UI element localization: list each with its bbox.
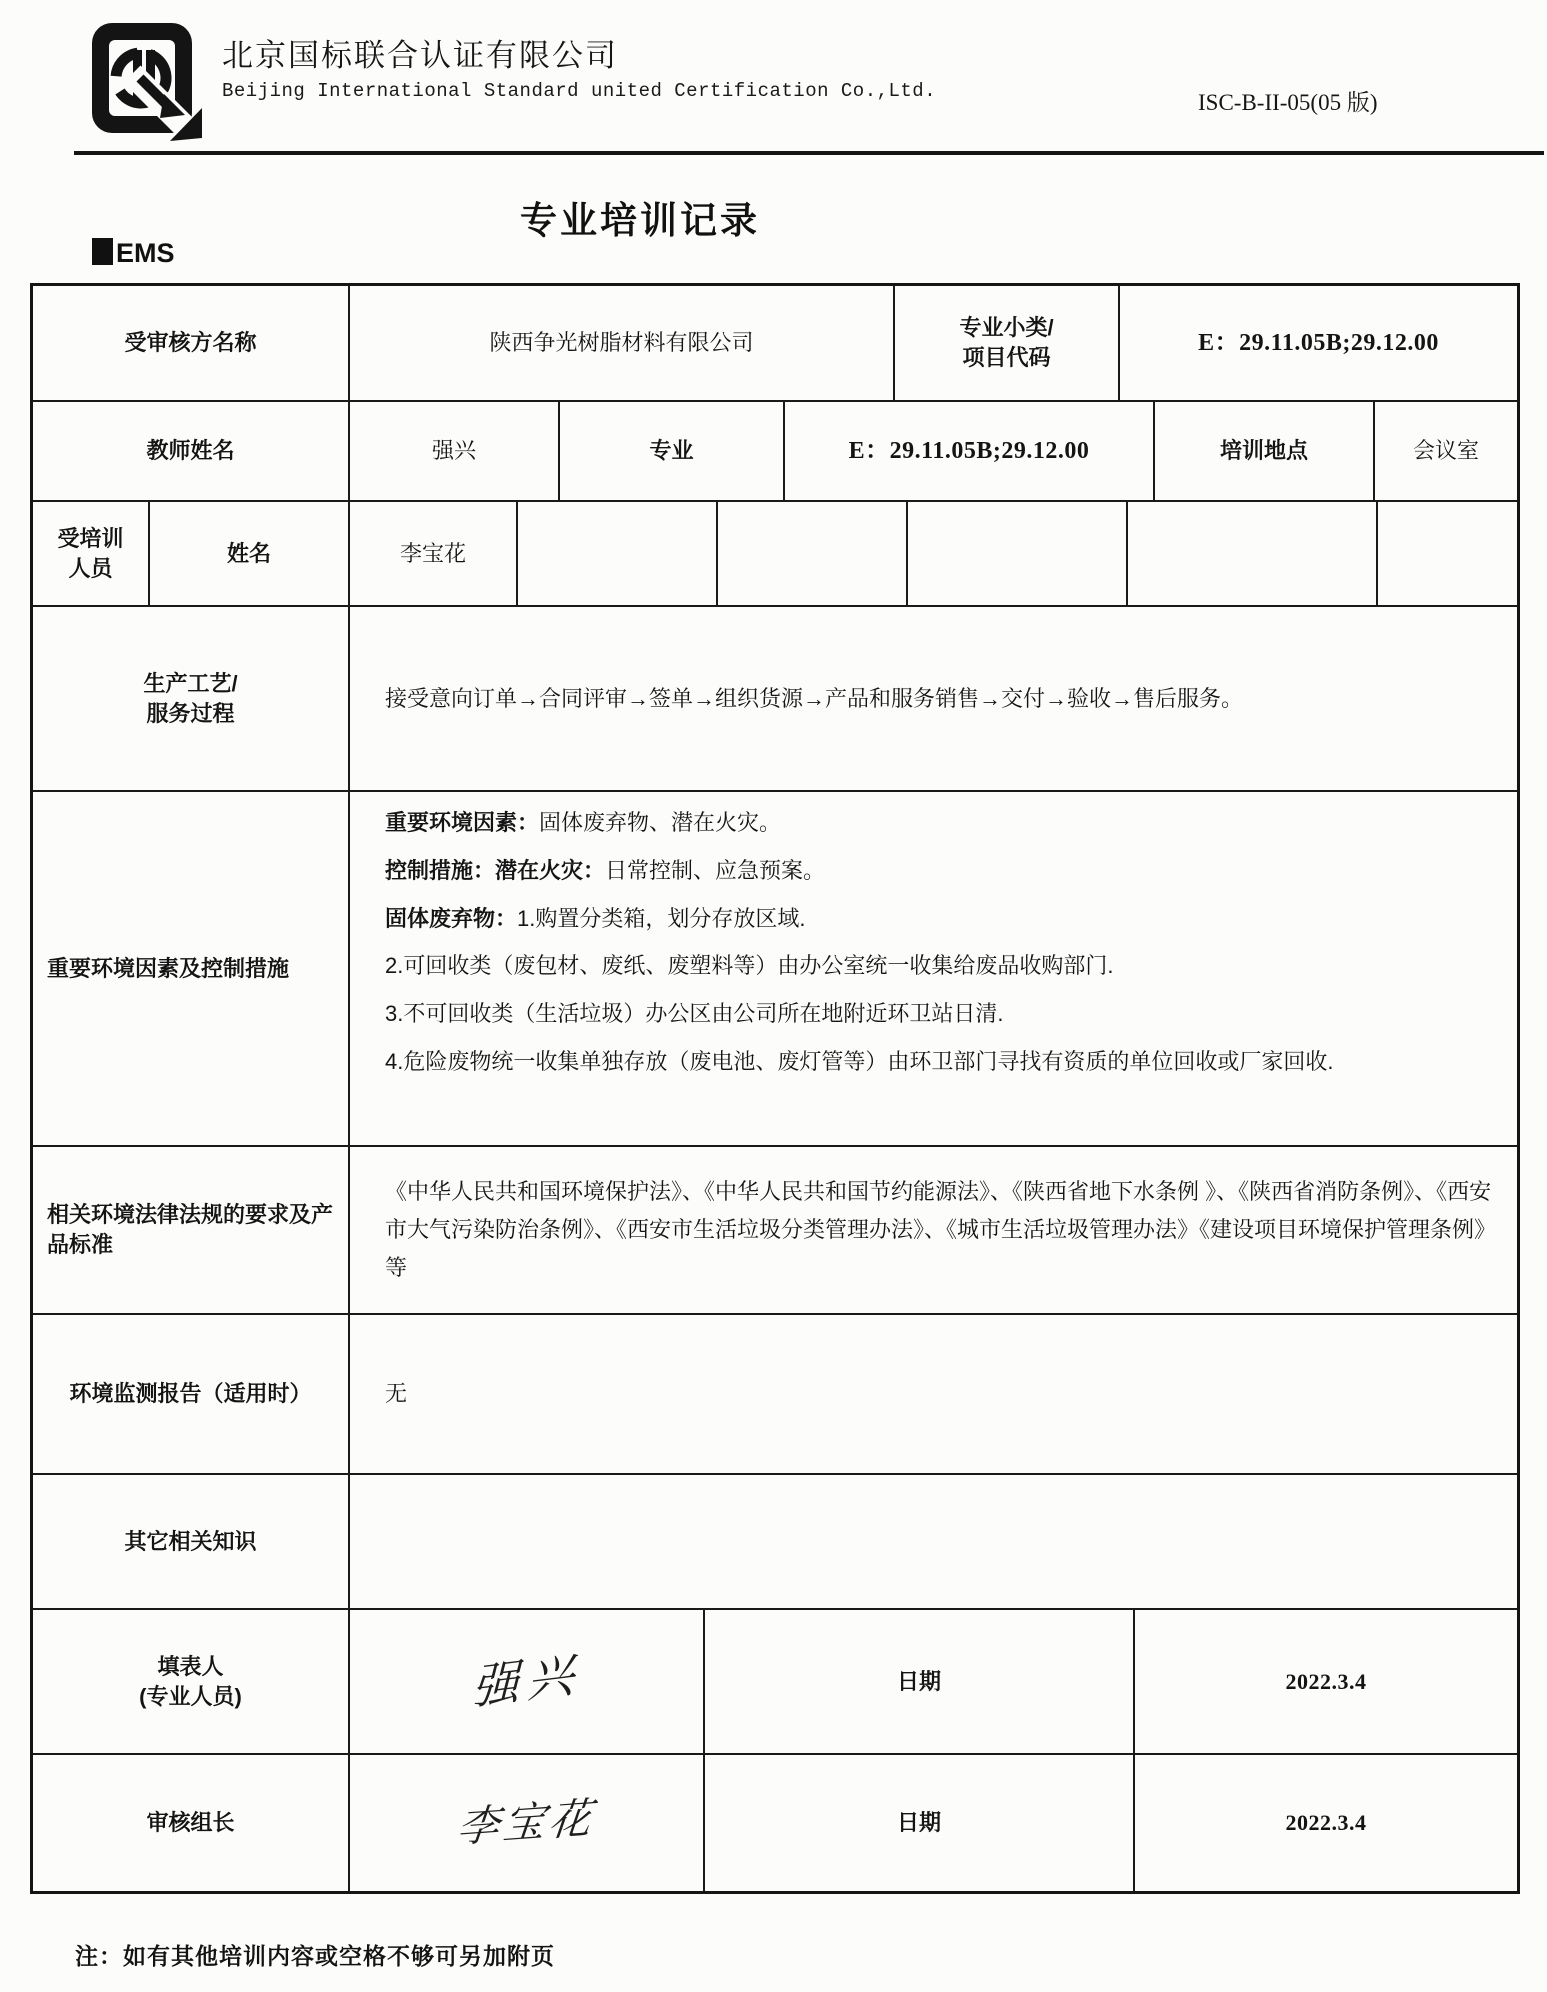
env-paragraph-1	[385, 808, 781, 839]
form-filler-label-line2: (专业人员)	[139, 1683, 242, 1709]
ems-square-marker-icon	[92, 238, 113, 265]
row-trainees	[33, 500, 1517, 605]
production-process-label-line1: 生产工艺/	[143, 670, 238, 696]
form-filler-label	[33, 1610, 348, 1753]
trainees-label-line1: 受培训	[57, 525, 124, 551]
env-paragraph-4-text: 2.可回收类（废包材、废纸、废塑料等）由办公室统一收集给废品收购部门.	[385, 953, 1114, 979]
page-title: 专业培训记录	[520, 200, 760, 241]
footnote: 注：如有其他培训内容或空格不够可另加附页	[75, 1943, 555, 1969]
row-other-knowledge	[33, 1473, 1517, 1608]
environmental-factors-label: 重要环境因素及控制措施	[47, 955, 290, 981]
laws-regulations-value: 《中华人民共和国环境保护法》、《中华人民共和国节约能源法》、《陕西省地下水条例 》、《陕西省消防条例》、《西安市大气污染防治条例》、《西安市生活垃圾分类管理办法》、《城市生活垃圾管理办法》《建设项目环境保护管理条例》等	[348, 1147, 1517, 1313]
document-code: ISC-B-II-05(05 版)	[1198, 90, 1378, 115]
specialty-label: 专业	[558, 402, 783, 500]
training-record-table	[30, 283, 1520, 1894]
env-paragraph-5-text: 3.不可回收类（生活垃圾）办公区由公司所在地附近环卫站日清.	[385, 1001, 1004, 1027]
training-location-value: 会议室	[1373, 402, 1517, 500]
form-filler-date-label: 日期	[703, 1610, 1133, 1753]
subcategory-label-line1: 专业小类/	[959, 315, 1054, 341]
env-paragraph-4	[385, 951, 1113, 982]
row-monitoring-report	[33, 1313, 1517, 1473]
training-location-label: 培训地点	[1153, 402, 1373, 500]
other-knowledge-label: 其它相关知识	[124, 1528, 257, 1554]
env-paragraph-2	[385, 856, 825, 887]
laws-regulations-label: 相关环境法律法规的要求及产品标准	[47, 1202, 334, 1257]
production-process-value: 接受意向订单→合同评审→签单→组织货源→产品和服务销售→交付→验收→售后服务。	[348, 607, 1517, 790]
teacher-name-label: 教师姓名	[146, 438, 235, 464]
row-teacher	[33, 400, 1517, 500]
certification-mark-logo-icon	[84, 18, 206, 144]
form-filler-date-value: 2022.3.4	[1133, 1610, 1517, 1753]
env-paragraph-3-lead: 固体废弃物：	[385, 905, 518, 931]
audited-party-value: 陕西争光树脂材料有限公司	[348, 286, 893, 400]
row-audited-party	[33, 286, 1517, 400]
production-process-label-line2: 服务过程	[146, 700, 235, 726]
trainee-name-6	[1376, 502, 1517, 605]
monitoring-report-value: 无	[348, 1315, 1517, 1473]
row-laws-regulations	[33, 1145, 1517, 1313]
env-paragraph-3-text: 1.购置分类箱，划分存放区域.	[517, 905, 806, 931]
environmental-factors-content	[348, 792, 1517, 1145]
subcategory-label-line2: 项目代码	[962, 345, 1051, 370]
trainees-label-line2: 人员	[68, 555, 113, 581]
company-name-english: Beijing International Standard united Certification Co.,Ltd.	[222, 80, 937, 102]
other-knowledge-value	[348, 1475, 1517, 1608]
env-paragraph-6	[385, 1047, 1333, 1078]
specialty-code-value: E：29.11.05B;29.12.00	[783, 402, 1153, 500]
trainee-name-3	[716, 502, 906, 605]
audit-leader-date-value: 2022.3.4	[1133, 1755, 1517, 1891]
subcategory-code-label	[893, 286, 1118, 400]
company-name-chinese: 北京国标联合认证有限公司	[222, 38, 618, 73]
monitoring-report-label: 环境监测报告（适用时）	[69, 1381, 312, 1407]
env-paragraph-6-text: 4.危险废物统一收集单独存放（废电池、废灯管等）由环卫部门寻找有资质的单位回收或厂家回收.	[385, 1048, 1334, 1074]
trainee-name-4	[906, 502, 1126, 605]
row-audit-leader	[33, 1753, 1517, 1891]
ems-label: EMS	[116, 238, 175, 268]
audit-leader-signature-text: 李宝花	[455, 1792, 599, 1852]
env-paragraph-1-text: 固体废弃物、潜在火灾。	[539, 810, 782, 835]
row-form-filler	[33, 1608, 1517, 1753]
env-paragraph-2-lead: 控制措施：潜在火灾：	[385, 857, 606, 883]
form-filler-label-line1: 填表人	[157, 1653, 224, 1679]
env-paragraph-1-lead: 重要环境因素：	[385, 810, 540, 835]
form-filler-signature	[348, 1610, 703, 1753]
trainees-label	[33, 502, 148, 605]
form-filler-signature-text: 强兴	[471, 1646, 582, 1716]
header-divider	[74, 151, 1544, 155]
audited-party-label: 受审核方名称	[124, 330, 257, 356]
subcategory-code-value: E：29.11.05B;29.12.00	[1118, 286, 1517, 400]
env-paragraph-5	[385, 999, 1003, 1030]
env-paragraph-2-text: 日常控制、应急预案。	[605, 857, 826, 883]
trainee-name-label: 姓名	[148, 502, 348, 605]
row-production-process	[33, 605, 1517, 790]
audit-leader-signature	[348, 1755, 703, 1891]
audit-leader-label: 审核组长	[146, 1810, 235, 1836]
trainee-name-1: 李宝花	[348, 502, 516, 605]
teacher-name-value: 强兴	[348, 402, 558, 500]
trainee-name-2	[516, 502, 716, 605]
trainee-name-5	[1126, 502, 1376, 605]
audit-leader-date-label: 日期	[703, 1755, 1133, 1891]
env-paragraph-3	[385, 904, 805, 935]
row-environmental-factors	[33, 790, 1517, 1145]
ems-system-tag	[92, 238, 175, 269]
production-process-label	[33, 607, 348, 790]
